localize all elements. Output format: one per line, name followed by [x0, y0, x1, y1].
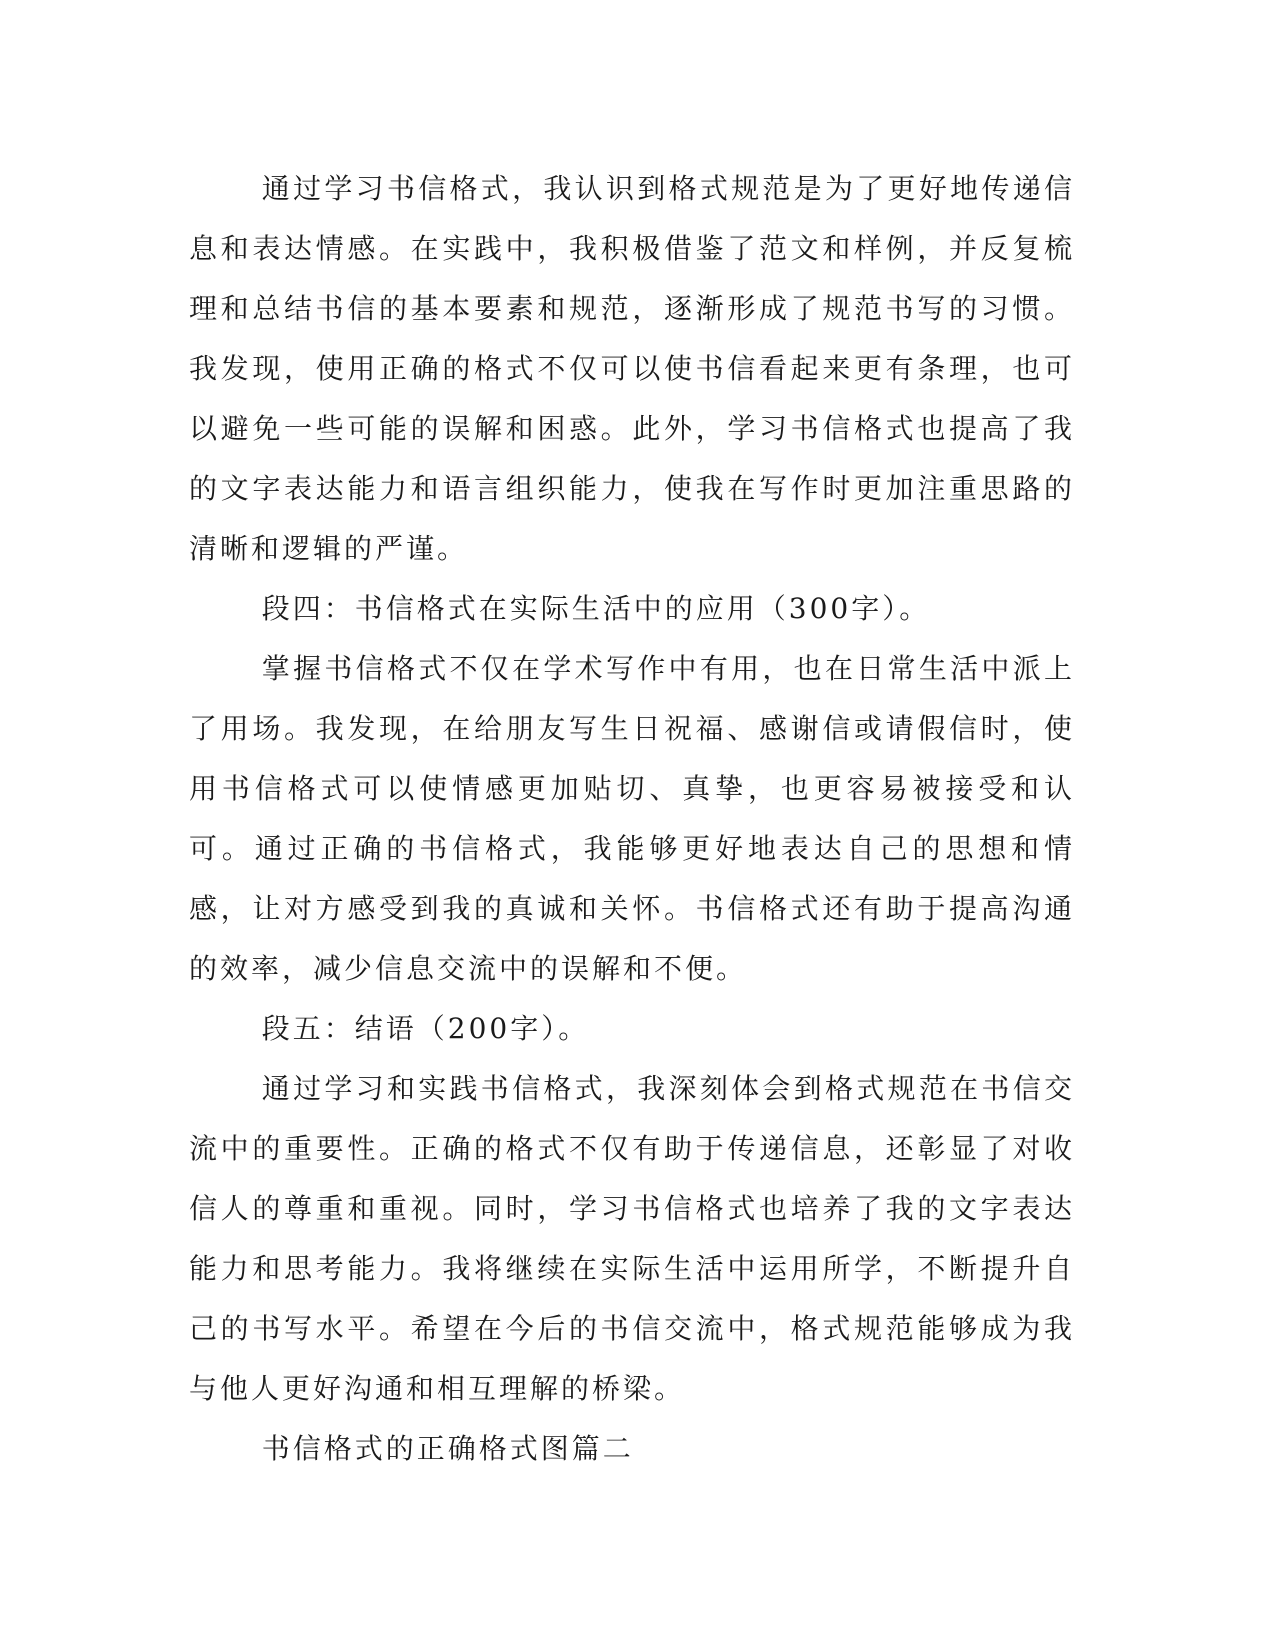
paragraph-application: 掌握书信格式不仅在学术写作中有用，也在日常生活中派上了用场。我发现，在给朋友写生日祝福、感谢信或请假信时，使用书信格式可以使情感更加贴切、真挚，也更容易被接受和认可。通过正确的书信格式，我能够更好地表达自己的思想和情感，让对方感受到我的真诚和关怀。书信格式还有助于提高沟通的效率，减少信息交流中的误解和不便。: [189, 652, 1075, 985]
section-heading-five: 段五：结语（200字）。: [261, 1012, 590, 1045]
paragraph-reflection: 通过学习书信格式，我认识到格式规范是为了更好地传递信息和表达情感。在实践中，我积极借鉴了范文和样例，并反复梳理和总结书信的基本要素和规范，逐渐形成了规范书写的习惯。我发现，使用正确的格式不仅可以使书信看起来更有条理，也可以避免一些可能的误解和困惑。此外，学习书信格式也提高了我的文字表达能力和语言组织能力，使我在写作时更加注重思路的清晰和逻辑的严谨。: [189, 172, 1075, 565]
section-heading-four: 段四：书信格式在实际生活中的应用（300字）。: [261, 592, 931, 625]
article-title-part-two: 书信格式的正确格式图篇二: [261, 1432, 634, 1465]
paragraph-conclusion: 通过学习和实践书信格式，我深刻体会到格式规范在书信交流中的重要性。正确的格式不仅有助于传递信息，还彰显了对收信人的尊重和重视。同时，学习书信格式也培养了我的文字表达能力和思考能力。我将继续在实际生活中运用所学，不断提升自己的书写水平。希望在今后的书信交流中，格式规范能够成为我与他人更好沟通和相互理解的桥梁。: [189, 1072, 1075, 1405]
document-body: [189, 159, 1075, 1479]
